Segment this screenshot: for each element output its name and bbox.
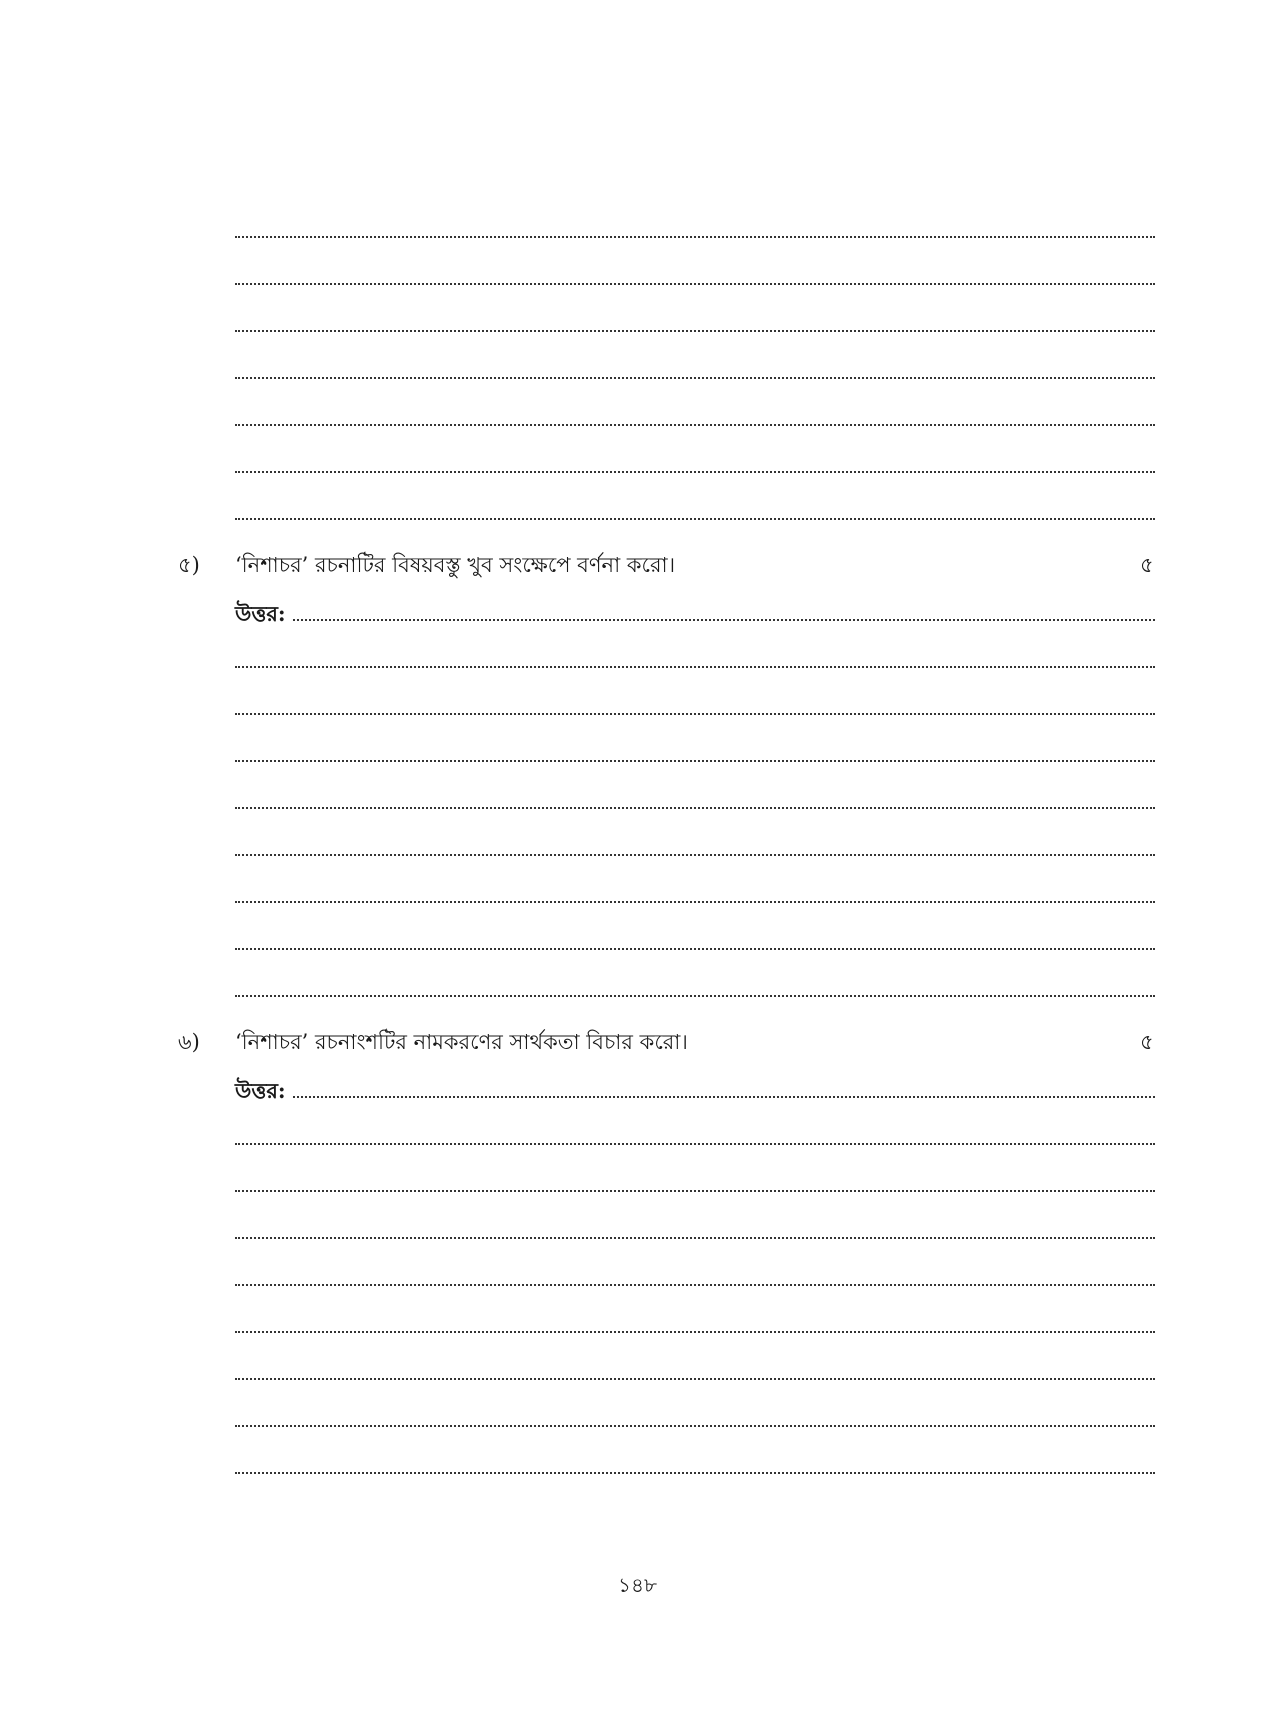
- answer-line[interactable]: [235, 1237, 1155, 1239]
- page-number: ১৪৮: [618, 1573, 657, 1597]
- answer-line[interactable]: [235, 1378, 1155, 1380]
- answer-line[interactable]: [235, 1284, 1155, 1286]
- answer-row-q6: [235, 1074, 1155, 1108]
- answer-line[interactable]: [235, 760, 1155, 762]
- question-5: [0, 548, 1275, 582]
- question-marks: ৫: [1140, 553, 1154, 577]
- answer-line[interactable]: [235, 377, 1155, 379]
- question-marks: ৫: [1140, 1030, 1154, 1054]
- answer-line[interactable]: [293, 619, 1155, 621]
- answer-line[interactable]: [235, 1472, 1155, 1474]
- answer-line[interactable]: [235, 330, 1155, 332]
- answer-row-q5: [235, 597, 1155, 631]
- answer-line[interactable]: [235, 1143, 1155, 1145]
- answer-line[interactable]: [235, 1190, 1155, 1192]
- question-number: ৫): [178, 553, 200, 577]
- answer-line[interactable]: [235, 948, 1155, 950]
- answer-line[interactable]: [235, 807, 1155, 809]
- answer-line[interactable]: [235, 901, 1155, 903]
- answer-line[interactable]: [293, 1096, 1155, 1098]
- answer-line[interactable]: [235, 518, 1155, 520]
- answer-line[interactable]: [235, 283, 1155, 285]
- answer-label: উত্তর:: [235, 601, 286, 626]
- answer-line[interactable]: [235, 424, 1155, 426]
- question-number: ৬): [178, 1030, 200, 1054]
- answer-line[interactable]: [235, 854, 1155, 856]
- answer-line[interactable]: [235, 1331, 1155, 1333]
- question-text: ‘নিশাচর’ রচনাটির বিষয়বস্তু খুব সংক্ষেপে বর্ণনা করো।: [235, 553, 676, 577]
- answer-line[interactable]: [235, 471, 1155, 473]
- question-6: [0, 1025, 1275, 1059]
- answer-line[interactable]: [235, 666, 1155, 668]
- answer-line[interactable]: [235, 713, 1155, 715]
- answer-line[interactable]: [235, 236, 1155, 238]
- answer-line[interactable]: [235, 1425, 1155, 1427]
- answer-line[interactable]: [235, 995, 1155, 997]
- answer-label: উত্তর:: [235, 1078, 286, 1103]
- question-text: ‘নিশাচর’ রচনাংশটির নামকরণের সার্থকতা বিচার করো।: [235, 1030, 688, 1054]
